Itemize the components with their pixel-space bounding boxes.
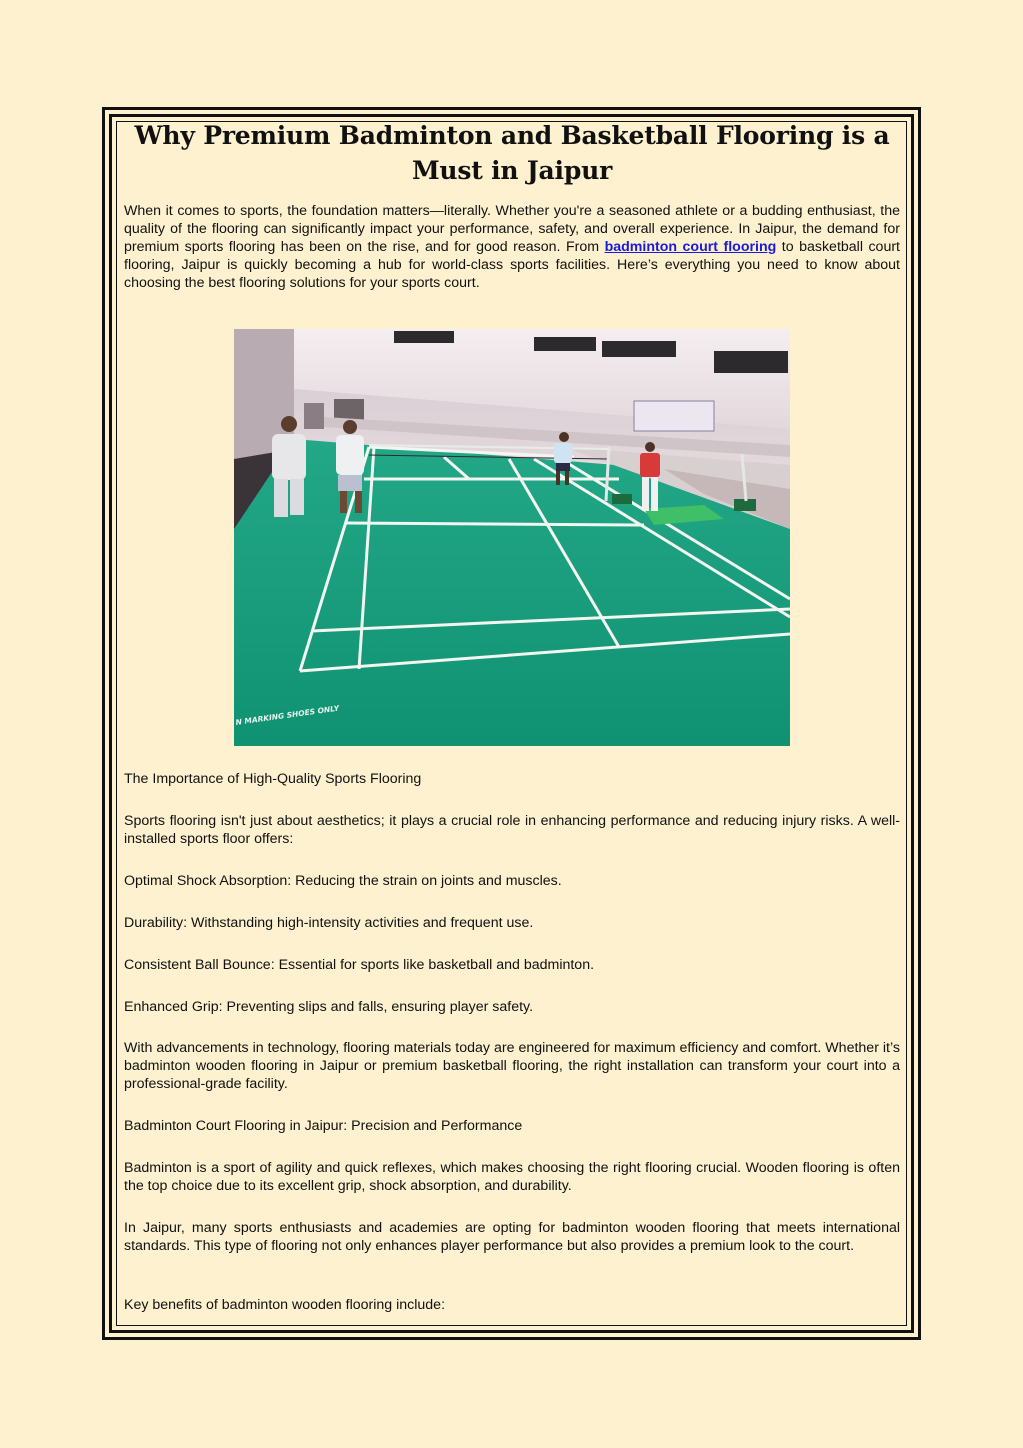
benefit-ball-bounce: Consistent Ball Bounce: Essential for sports like basketball and badminton. <box>124 957 595 973</box>
intro-paragraph <box>124 202 900 292</box>
advancements-paragraph: With advancements in technology, flooring materials today are engineered for maximum efficiency and comfort. Whether it’s badminton wooden flooring in Jaipur or premium basketball flooring, the right installation can transform your court into a professional-grade facility. <box>124 1040 900 1092</box>
floor-marking-text: N MARKING SHOES ONLY <box>235 703 340 727</box>
window <box>602 341 676 357</box>
badminton-heading: Badminton Court Flooring in Jaipur: Precision and Performance <box>124 1118 523 1134</box>
article <box>124 118 900 292</box>
window <box>714 351 788 373</box>
importance-heading: The Importance of High-Quality Sports Flooring <box>124 771 422 787</box>
badminton-court-photo <box>234 329 790 746</box>
intro-text-end: to basketball court flooring, Jaipur is quickly becoming a hub for world-class sports facilities. Here’s everything you need to know about choosing the best flooring solutions for your sports court. <box>124 239 900 291</box>
benefit-grip: Enhanced Grip: Preventing slips and falls, ensuring player safety. <box>124 999 534 1015</box>
equipment <box>304 403 324 429</box>
badminton-court-flooring-link[interactable]: badminton court flooring <box>604 239 777 255</box>
importance-body: Sports flooring isn't just about aesthetics; it plays a crucial role in enhancing performance and reducing injury risks. A well-installed sports floor offers: <box>124 813 900 847</box>
window <box>394 331 454 343</box>
scoreboard <box>634 401 714 431</box>
jaipur-paragraph: In Jaipur, many sports enthusiasts and academies are opting for badminton wooden flooring that meets international standards. This type of flooring not only enhances player performance but also provides a premium look to the court. <box>124 1220 900 1254</box>
key-benefits-intro: Key benefits of badminton wooden flooring include: <box>124 1297 446 1313</box>
benefit-shock-absorption: Optimal Shock Absorption: Reducing the strain on joints and muscles. <box>124 873 562 889</box>
page-title: Why Premium Badminton and Basketball Flooring is a Must in Jaipur <box>134 121 890 185</box>
window <box>534 337 596 351</box>
badminton-body: Badminton is a sport of agility and quick reflexes, which makes choosing the right flooring crucial. Wooden flooring is often the top choice due to its excellent grip, shock absorption, and durability. <box>124 1160 900 1194</box>
benefit-durability: Durability: Withstanding high-intensity activities and frequent use. <box>124 915 534 931</box>
intro-text-start: When it comes to sports, the foundation matters—literally. Whether you're a seasoned athlete or a budding enthusiast, the quality of the flooring can significantly impact your performance, safety, and overall experience. In Jaipur, the demand for premium sports flooring has been on the rise, and for good reason. From <box>124 203 900 255</box>
